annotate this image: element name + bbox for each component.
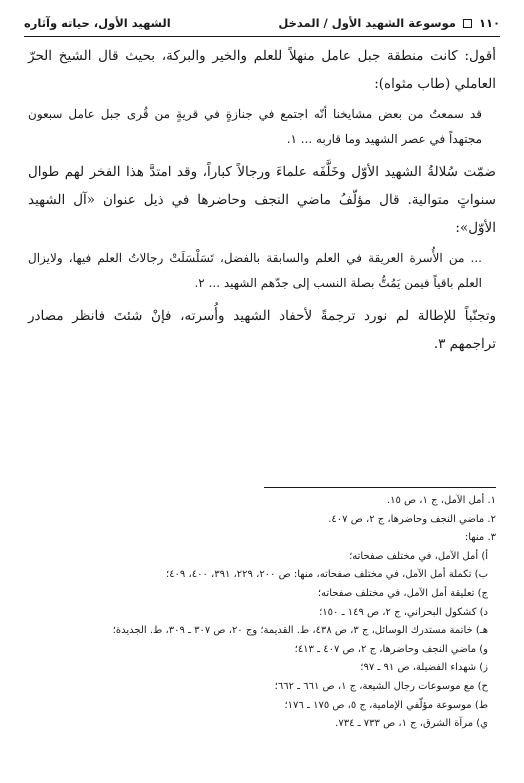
footnote-divider: [264, 487, 496, 488]
footnote-source: ز) شهداء الفضيلة، ص ٩١ ـ ٩٧؛: [360, 662, 488, 674]
running-title: موسوعة الشهيد الأول / المدخل: [278, 16, 456, 30]
footnote-source: أ) أمل الآمل، في مختلف صفحاته؛: [349, 550, 488, 562]
footnote-source: ط) موسوعة مؤلّفي الإمامية، ج ٥، ص ١٧٥ ـ ١٧٦؛: [284, 699, 488, 711]
paragraph-1: أقول: كانت منطقة جبل عامل منهلاً للعلم والخير والبركة، بحيث قال الشيخ الحرّ العاملي (طاب مثواه):: [28, 48, 496, 92]
footnote: ١. أمل الآمل، ج ١، ص ١٥.: [386, 495, 496, 506]
page-number: ١١٠: [478, 16, 500, 30]
header-right: [278, 16, 500, 30]
paragraph-3: وتجنّباً للإطالة لم نورد ترجمةً لأحفاد الشهيد وأُسرته، فإنْ شئتَ فانظر مصادر تراجمهم ٣.: [28, 308, 496, 352]
quote-2: ... من الأُسرة العريقة في العلم والسابقة بالفضل، تَسَلْسَلَتْ رجالاتُ العلم فيها، ولايزال العلم باقياً فيمن يَمُتُّ بصلة النسب إلى جدّهم الشهيد ... ٢.: [28, 251, 482, 290]
paragraph-2: ضمّت سُلالةُ الشهيد الأوّل وخَلَّفَه علماءَ ورجالاً كباراً، وقد امتدَّ هذا الفخر لهم طوال سنواتٍ متوالية. قال مؤلّفُ ماضي النجف وحاضرها في ذيل عنوان «آل الشهيد الأوّل»:: [28, 164, 496, 236]
footnote-source: ج) تعليقة أمل الآمل، في مختلف صفحاته؛: [317, 587, 488, 599]
book-title: الشهيد الأول، حياته وآثاره: [24, 16, 171, 30]
footnote-source: ي) مرآة الشرق، ج ١، ص ٧٣٣ ـ ٧٣٤.: [335, 718, 488, 730]
footnote: ٣. منها:: [464, 532, 496, 544]
footnote-source: هـ) خاتمة مستدرك الوسائل، ج ٣، ص ٤٣٨، ط. القديمة؛ وج ٢٠، ص ٣٠٧ ـ ٣٠٩، ط. الجديدة؛: [112, 625, 488, 637]
footnotes: [28, 492, 496, 734]
footnote-source: د) كشكول البحراني، ج ٢، ص ١٤٩ ـ ١٥٠؛: [319, 606, 488, 618]
footnote: ٢. ماضي النجف وحاضرها، ج ٢، ص ٤٠٧.: [328, 513, 496, 525]
square-ornament-icon: [463, 19, 472, 28]
header-divider: [24, 36, 500, 37]
quote-1: قد سمعتُ من بعض مشايخنا أنّه اجتمع في جنازةٍ في قريةٍ من قُرى جبل عامل سبعون مجتهداً في عصر الشهيد وما قاربه ... ١.: [28, 107, 482, 146]
footnote-source: و) ماضي النجف وحاضرها، ج ٢، ص ٤٠٧ ـ ٤١٣؛: [294, 643, 488, 655]
page-header: [24, 12, 500, 34]
footnote-source: ح) مع موسوعات رجال الشيعة، ج ١، ص ٦٦١ ـ ٦٦٢؛: [274, 680, 488, 692]
main-text: [28, 42, 496, 358]
footnote-source: ب) تكملة أمل الآمل، في مختلف صفحاته، منها: ص ٢٠٠، ٢٢٩، ٣٩١، ٤٠٠، ٤٠٩؛: [166, 569, 488, 581]
